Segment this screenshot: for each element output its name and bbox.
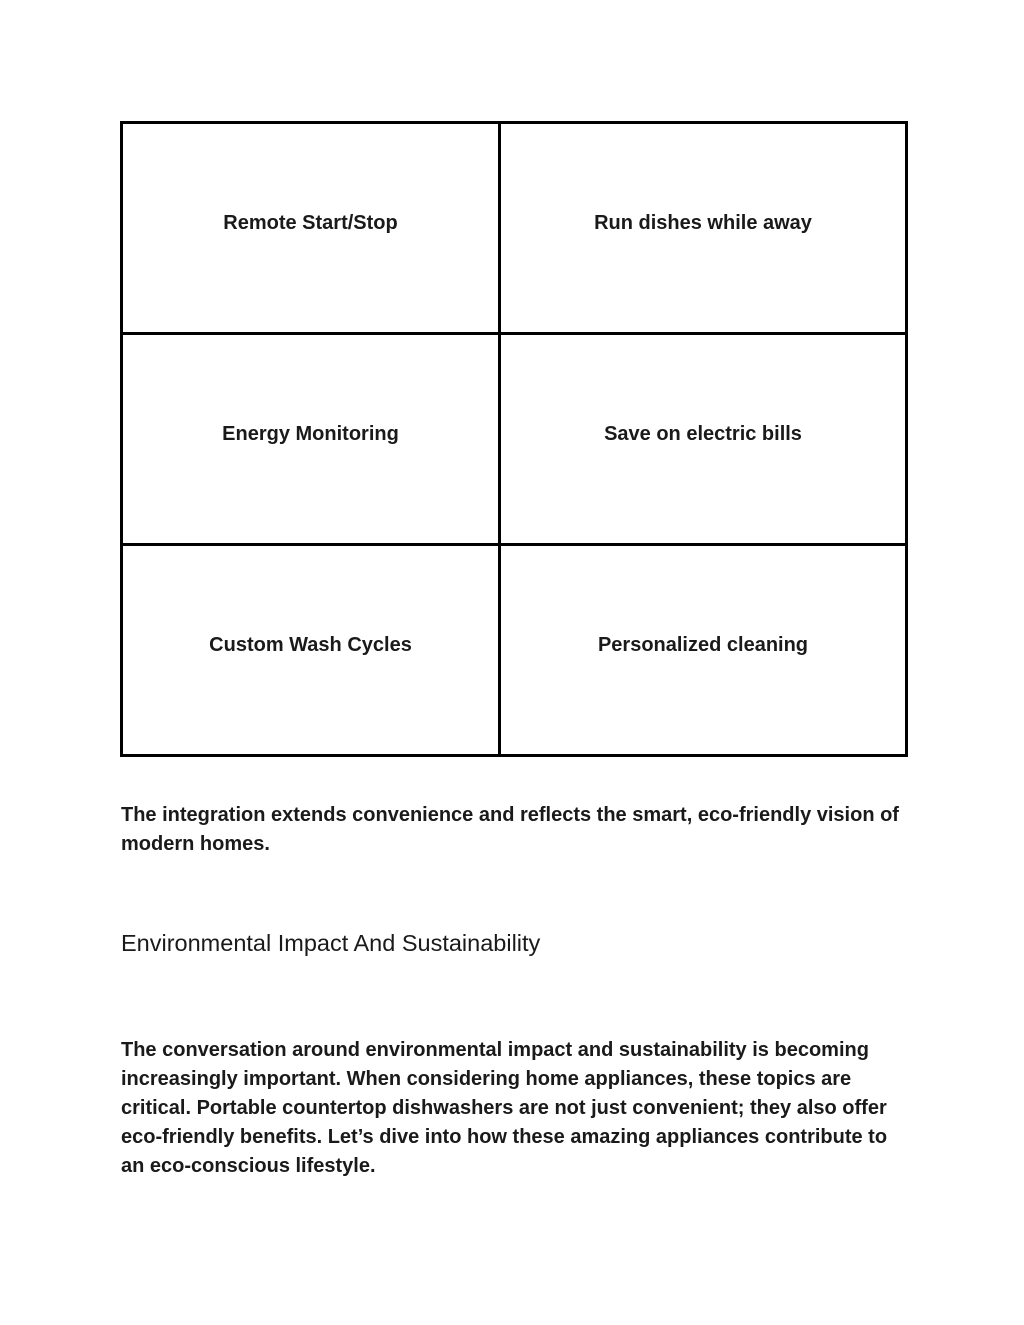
integration-paragraph: The integration extends convenience and reflects the smart, eco-friendly vision of modern homes.	[121, 804, 899, 855]
feature-table	[120, 121, 908, 757]
table-row	[122, 545, 907, 756]
feature-cell: Remote Start/Stop	[122, 123, 500, 334]
benefit-cell: Personalized cleaning	[500, 545, 907, 756]
table-row	[122, 123, 907, 334]
sustainability-paragraph: The conversation around environmental impact and sustainability is becoming increasingly important. When considering home appliances, these topics are critical. Portable countertop dishwashers are not just convenient; they also offer eco-friendly benefits. Let’s dive into how these amazing appliances contribute to an eco-conscious lifestyle.	[121, 1039, 888, 1177]
section-heading: Environmental Impact And Sustainability	[121, 930, 541, 956]
feature-cell: Custom Wash Cycles	[122, 545, 500, 756]
benefit-cell: Run dishes while away	[500, 123, 907, 334]
feature-cell: Energy Monitoring	[122, 334, 500, 545]
table-row	[122, 334, 907, 545]
benefit-cell: Save on electric bills	[500, 334, 907, 545]
